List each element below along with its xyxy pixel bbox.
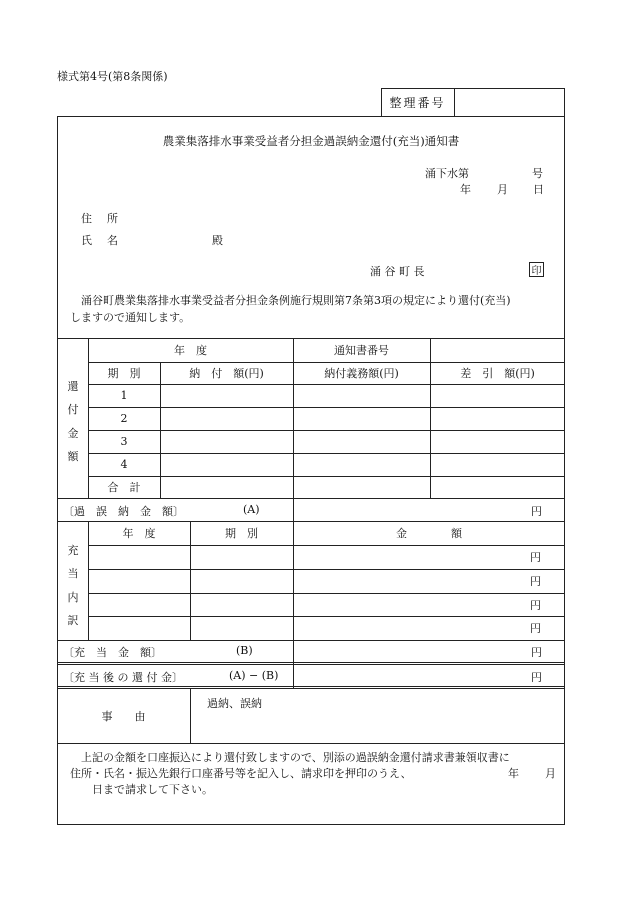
refund-after-label: 〔充 当 後 の 還 付 金〕 (63, 671, 183, 684)
doc-number-prefix: 涌下水第 (425, 167, 469, 180)
overpaid-unit: 円 (531, 505, 542, 518)
allocated-label: 〔充 当 金 額〕 (63, 646, 162, 659)
reason-label: 事 由 (101, 710, 146, 723)
col-diff: 差 引 額(円) (460, 367, 535, 380)
date-day: 日 (533, 183, 544, 196)
refund-side-label: 還 付 金 額 (67, 380, 79, 463)
footer-month: 月 (545, 767, 556, 780)
refund-after-unit: 円 (531, 671, 542, 684)
alloc-row-unit: 円 (530, 551, 541, 564)
col-period: 期 別 (107, 367, 141, 380)
footer-line-1: 上記の金額を口座振込により還付致しますので、別添の過誤納金還付請求書兼領収書に (81, 751, 510, 764)
refund-header-notice: 通知書番号 (334, 344, 389, 357)
col-paid: 納 付 額(円) (189, 367, 264, 380)
table-row: 2 (120, 412, 128, 425)
intro-line-1: 涌谷町農業集落排水事業受益者分担金条例施行規則第7条第3項の規定により還付(充当) (81, 294, 511, 307)
allocated-tag: (B) (236, 644, 253, 657)
refund-after-tag: (A) − (B) (229, 669, 279, 682)
allocation-side-label: 充 当 内 訳 (67, 544, 79, 627)
refund-header-nendo: 年 度 (174, 344, 207, 357)
name-label: 氏 名 (81, 234, 120, 247)
honorific: 殿 (212, 234, 223, 247)
table-row: 4 (120, 458, 128, 471)
date-month: 月 (497, 183, 508, 196)
seal-mark: 印 (529, 262, 544, 277)
footer-line-3: 日まで請求して下さい。 (92, 783, 213, 796)
alloc-col-year: 年 度 (122, 527, 156, 540)
reason-value: 過納、誤納 (207, 697, 262, 710)
footer-year: 年 (508, 767, 519, 780)
doc-number-suffix: 号 (532, 167, 543, 180)
form-label: 様式第4号(第8条関係) (57, 70, 168, 83)
col-due: 納付義務額(円) (324, 367, 399, 380)
mayor-title: 涌 谷 町 長 (370, 265, 425, 278)
page-title: 農業集落排水事業受益者分担金過誤納金還付(充当)通知書 (162, 134, 460, 148)
seiri-value[interactable] (455, 88, 565, 117)
table-row: 3 (120, 435, 128, 448)
address-label: 住 所 (81, 212, 120, 225)
date-year: 年 (460, 183, 471, 196)
alloc-col-amount: 金 額 (396, 527, 462, 540)
alloc-row-unit: 円 (530, 598, 541, 612)
overpaid-label: 〔過 誤 納 金 額〕 (63, 505, 184, 518)
table-row: 1 (120, 389, 128, 402)
alloc-col-period: 期 別 (225, 527, 258, 540)
total-row-label: 合 計 (107, 481, 141, 494)
allocated-unit: 円 (531, 646, 542, 659)
seiri-label: 整理番号 (389, 96, 446, 110)
footer-line-2: 住所・氏名・振込先銀行口座番号等を記入し、請求印を押印のうえ、 (70, 767, 412, 780)
alloc-row-unit: 円 (530, 575, 541, 588)
overpaid-tag: (A) (243, 503, 260, 516)
intro-line-2: しますので通知します。 (70, 311, 191, 324)
alloc-row-unit: 円 (530, 622, 541, 635)
